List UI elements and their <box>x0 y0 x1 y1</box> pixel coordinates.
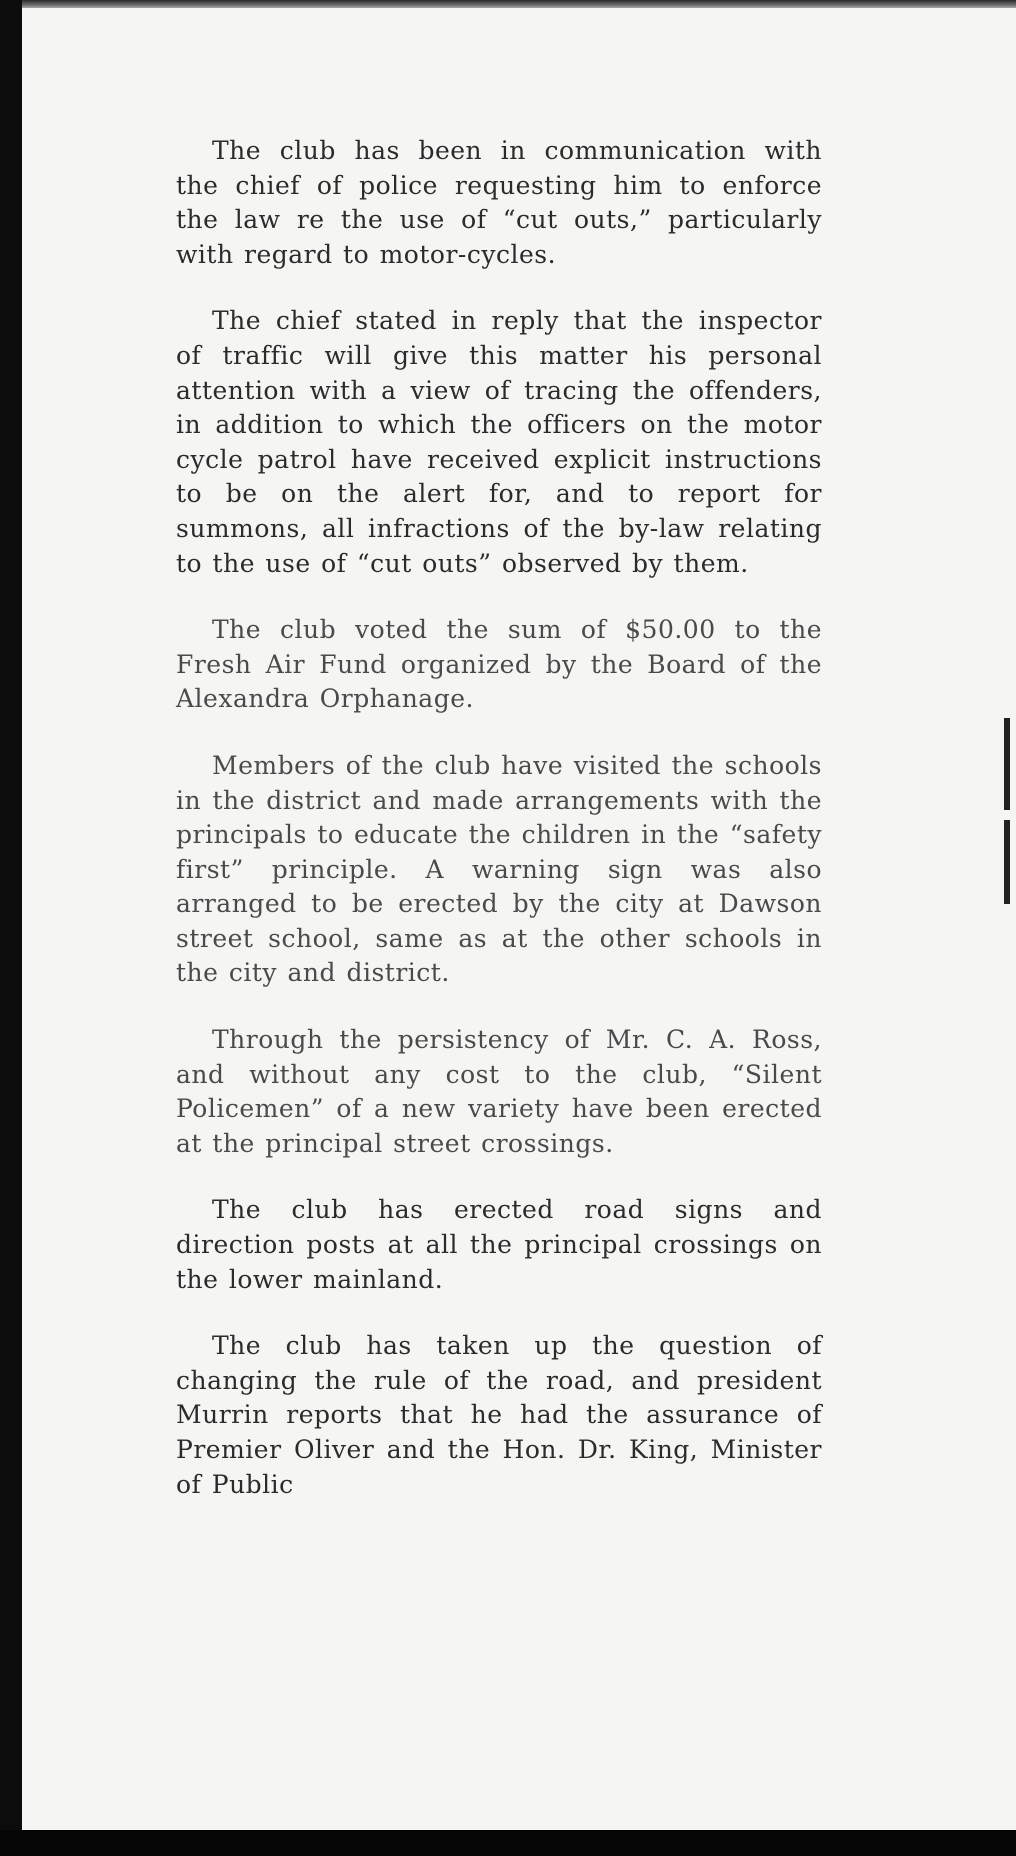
paragraph-rule-of-road: The club has taken up the question of changing the rule of the road, and president Murrin reports that he had the assurance of Premier Oliver and the Hon. Dr. King, Minister of Public <box>176 1331 822 1499</box>
paragraph-fresh-air-fund: The club voted the sum of $50.00 to the Fresh Air Fund organized by the Board of the Alexandra Orphanage. <box>176 615 822 714</box>
paragraph-schools-safety: Members of the club have visited the schools in the district and made arrangements with the principals to educate the children in the “safety first” principle. A warning sign was also arranged to be erected by the city at Dawson street school, same as at the other schools in the city and district. <box>176 750 822 988</box>
paragraph-road-signs: The club has erected road signs and direction posts at all the principal crossings on the lower mainland. <box>176 1195 822 1294</box>
paragraph-chief-reply: The chief stated in reply that the inspector of traffic will give this matter his personal attention with a view of tracing the offenders, in addition to which the officers on the motor cycle patrol have received explicit instructions to be on the alert for, and to report for summons, all infractions of the by-law relating to the use of “cut outs” observed by them. <box>176 306 822 578</box>
scan-bottom-edge <box>0 1830 1016 1856</box>
binding-mark <box>1004 820 1010 904</box>
binding-mark <box>1004 718 1010 810</box>
paragraph-silent-policemen: Through the persistency of Mr. C. A. Ross, and without any cost to the club, “Silent Policemen” of a new variety have been erected at the principal street crossings. <box>176 1025 822 1158</box>
document-text <box>176 134 822 1534</box>
paragraph-cut-outs: The club has been in communication with the chief of police requesting him to enforce the law re the use of “cut outs,” particularly with regard to motor-cycles. <box>176 136 822 269</box>
